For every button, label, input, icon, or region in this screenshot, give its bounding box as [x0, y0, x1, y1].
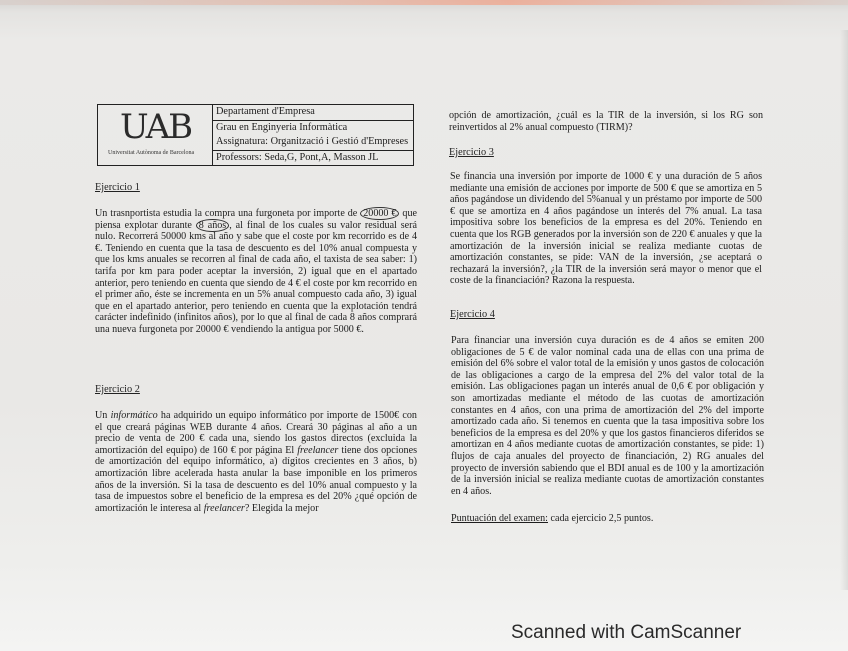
exercise-2-heading: Ejercicio 2 — [95, 384, 140, 395]
exercise-2-part1: Un — [95, 410, 111, 421]
exam-score-text: cada ejercicio 2,5 puntos. — [548, 513, 654, 524]
exercise-2-freelancer: freelancer — [297, 444, 339, 456]
uab-logo — [98, 105, 213, 165]
exercise-1-part2: que piensa explotar durante — [95, 208, 417, 231]
uab-logo-caption: Universitat Autònoma de Barcelona — [108, 150, 195, 156]
scan-edge-artifact — [0, 0, 848, 5]
camscanner-watermark: Scanned with CamScanner — [511, 622, 742, 643]
exercise-2-informatico: informático — [110, 410, 158, 421]
exercise-1-part3: , al final de los cuales su valor residual será nulo. Recorrerá 50000 kms al año y sabe que el coste por km recorrido es de 4 €. Teniendo en cuenta que la tasa de descuento es del 10% anual compuesta y que los kms anuales se recorren al final de cada año, el taxista de sea saber: 1) tarifa por km para poder aceptar la inversión, 2) igual que en el apartado anterior, pero teniendo en cuenta que siendo de 4 € el coste por km recorrido en el primer año, éste se incrementa en un 5% anual compuesto cada año, 3) igual que en el apartado anterior, pero teniendo en cuenta que la explotación tendrá carácter indefinido (infinitos años), por lo que al final de cada 8 años comprará una nueva furgoneta por 20000 € vendiendo la antigua por 5000 €. — [95, 219, 417, 335]
exercise-2-text — [95, 410, 417, 514]
exercise-1-text — [95, 208, 417, 336]
uab-logo-glyph: UAB — [120, 107, 192, 147]
exercise-1-part1: Un trasnportista estudia la compra una furgoneta por importe de — [95, 208, 361, 219]
professors: Professors: Seda,G, Pont,A, Masson JL — [213, 150, 413, 166]
exercise-3-text: Se financia una inversión por importe de 1000 € y una duración de 5 años mediante una emisión de acciones por importe de 500 € que se amortiza en 5 años pagándose un dividendo del 5%anual y un préstamo por importe de 500 € que se amortiza en 4 años pagándose un interés del 7% anual. La tasa impositiva sobre los beneficios de la empresa es del 20%. Teniendo en cuenta que los RGB generados por la inversión son de 220 € anuales y que la amortización de la inversión inicial se realiza mediante cuotas de amortización constantes, se pide: VAN de la inversión, ¿se aceptará o rechazará la inversión?, ¿la TIR de la inversión será mayor o menor que el coste de la financiación? Razona la respuesta. — [450, 171, 762, 287]
degree: Grau en Enginyeria Informàtica — [213, 120, 413, 136]
exercise-2-freelancer-2: freelancer — [203, 502, 245, 514]
exercise-4-heading: Ejercicio 4 — [450, 309, 495, 320]
exercise-4-text: Para financiar una inversión cuya duración es de 4 años se emiten 200 obligaciones de 5 € de valor nominal cada una de ellas con una prima de emisión del 6% sobre el valor total de la emisión y unos gastos de colocación de las obligaciones a cargo de la empresa del 2% del valor total de la emisión. Las obligaciones pagan un interés anual de 0,6 € por obligación y son amortizadas mediante el método de las cuotas de amortización constantes en 4 años, con una prima de amortización del 2% del importe amortizado cada año. Si tenemos en cuenta que la tasa impositiva sobre los beneficios de la empresa es del 20% y que los gastos financieros diferidos se amortizan en 4 años mediante cuotas de amortización constantes, se pide: 1) flujos de caja anuales del proyecto de financiación, 2) RG anuales del proyecto de inversión sabiendo que el BDI anual es de 100 y la amortización de la inversión inicial se realiza mediante cuotas de amortización constantes en 4 años. — [451, 335, 764, 497]
exercise-2-part2: ha adquirido un equipo informático por importe de 1500€ con el que creará páginas WEB durante 4 años. Creará 30 páginas al año a un precio de venta de 200 € cada una, siendo los gastos directos (excluida la amortización del equipo) de 160 € por página El — [95, 410, 417, 456]
exam-score-label: Puntuación del examen: — [451, 513, 548, 524]
exercise-3-heading: Ejercicio 3 — [449, 147, 494, 158]
exercise-2-continuation: opción de amortización, ¿cuál es la TIR de la inversión, si los RG son reinvertidos al 2% anual compuesto (TIRM)? — [449, 110, 763, 133]
subject: Assignatura: Organització i Gestió d'Empreses — [216, 136, 409, 147]
exercise-2-part4: ? Elegida la mejor — [244, 502, 319, 514]
department: Departament d'Empresa — [216, 106, 315, 117]
exercise-1-years: 8 años — [196, 219, 229, 232]
exercise-2-part3: tiene dos opciones de amortización del equipo informático, a) dígitos crecientes en 3 años, b) amortización libre acelerada hasta anular la base imponible en los primeros años de la inversión. Si la tasa de descuento es del 10% anual compuesto y la tasa de impuestos sobre el beneficio de la empresa es del 20% ¿qué opción de amortización le interesa al — [95, 444, 417, 514]
exam-score-line — [451, 513, 764, 525]
exercise-1-heading: Ejercicio 1 — [95, 182, 140, 193]
exercise-1-amount: 20000 € — [360, 207, 399, 220]
page-fold-shadow — [840, 30, 848, 590]
exam-header — [97, 104, 414, 166]
